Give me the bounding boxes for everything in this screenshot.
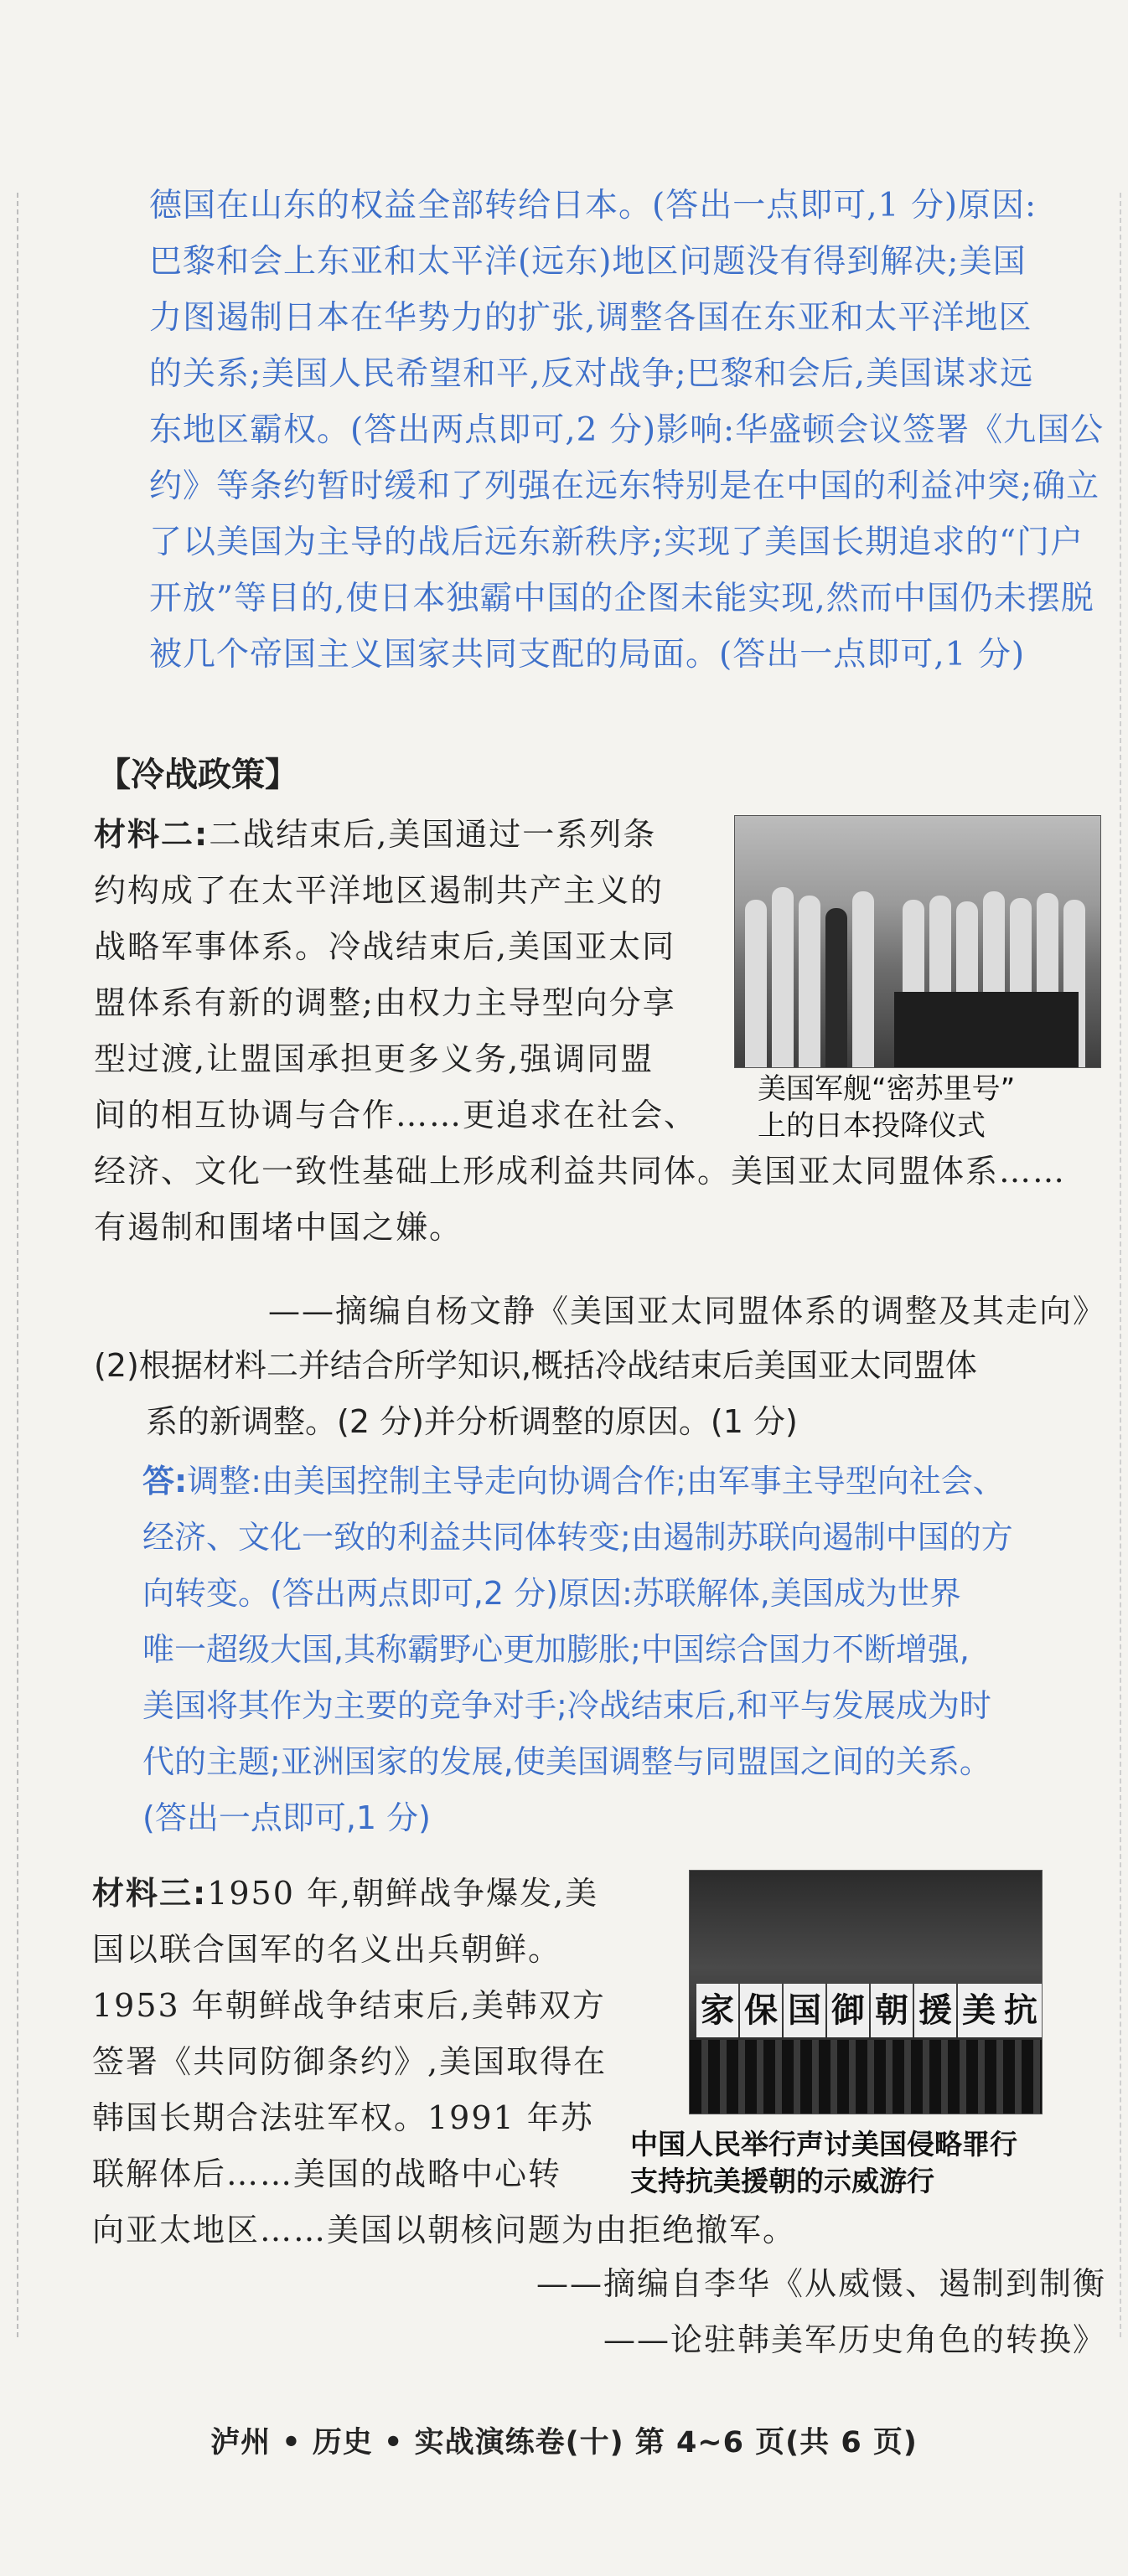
material2-source: ——摘编自杨文静《美国亚太同盟体系的调整及其走向》 — [267, 1293, 1106, 1329]
material3-line: 联解体后……美国的战略中心转 — [92, 2155, 562, 2192]
section-title: 【冷战政策】 — [97, 756, 298, 794]
material2-line: 型过渡,让盟国承担更多义务,强调同盟 — [94, 1040, 655, 1077]
answer2-line: (答出一点即可,1 分) — [142, 1799, 431, 1836]
material3-line: 1953 年朝鲜战争结束后,美韩双方 — [92, 1987, 606, 2024]
question-2 — [94, 1338, 1116, 1450]
material3-text: 1950 年,朝鲜战争爆发,美 — [207, 1875, 599, 1912]
answer2-line: 美国将其作为主要的竞争对手;冷战结束后,和平与发展成为时 — [142, 1687, 991, 1724]
banner-char: 家 — [696, 1984, 738, 2037]
banner-char: 御 — [827, 1984, 869, 2037]
answer2-lead: 答: — [142, 1463, 188, 1500]
material3-label: 材料三: — [92, 1875, 208, 1912]
material3-source-line: ——摘编自李华《从威慑、遏制到制衡 — [536, 2265, 1106, 2302]
answer2-line: 唯一超级大国,其称霸野心更加膨胀;中国综合国力不断增强, — [142, 1631, 970, 1668]
answer1-line: 开放”等目的,使日本独霸中国的企图未能实现,然而中国仍未摆脱 — [149, 580, 1094, 617]
material2-line: 有遏制和围堵中国之嫌。 — [94, 1209, 463, 1246]
material3-line: 向亚太地区……美国以朝核问题为由拒绝撤军。 — [92, 2212, 797, 2248]
material2-text: 二战结束后,美国通过一系列条 — [209, 816, 657, 853]
banner-char: 抗 — [1000, 1984, 1042, 2037]
material2-line: 战略军事体系。冷战结束后,美国亚太同 — [94, 928, 676, 965]
material2-line: 盟体系有新的调整;由权力主导型向分享 — [94, 984, 676, 1021]
material3-line: 国以联合国军的名义出兵朝鲜。 — [92, 1931, 562, 1968]
material3-line: 韩国长期合法驻军权。1991 年苏 — [92, 2099, 594, 2136]
answer1-line: 东地区霸权。(答出两点即可,2 分)影响:华盛顿会议签署《九国公 — [149, 411, 1105, 449]
banner-char: 国 — [784, 1984, 825, 2037]
answer1-line: 的关系;美国人民希望和平,反对战争;巴黎和会后,美国谋求远 — [149, 355, 1034, 393]
photo1-caption — [758, 1071, 1015, 1144]
answer1-line: 了以美国为主导的战后远东新秩序;实现了美国长期追求的“门户 — [149, 524, 1084, 561]
material2-line: 经济、文化一致性基础上形成利益共同体。美国亚太同盟体系…… — [94, 1153, 1067, 1190]
answer1-line: 力图遏制日本在华势力的扩张,调整各国在东亚和太平洋地区 — [149, 299, 1032, 337]
question2-line: (2)根据材料二并结合所学知识,概括冷战结束后美国亚太同盟体 — [94, 1347, 977, 1384]
question2-line: 系的新调整。(2 分)并分析调整的原因。(1 分) — [146, 1403, 798, 1440]
left-margin-dashed-line — [17, 193, 18, 2337]
material2-line: 约构成了在太平洋地区遏制共产主义的 — [94, 872, 665, 909]
banner-char: 援 — [914, 1984, 956, 2037]
answer1-line: 被几个帝国主义国家共同支配的局面。(答出一点即可,1 分) — [149, 636, 1026, 674]
photo1-caption-line: 上的日本投降仪式 — [758, 1109, 986, 1143]
banner-char: 保 — [740, 1984, 782, 2037]
answer2-line: 向转变。(答出两点即可,2 分)原因:苏联解体,美国成为世界 — [142, 1575, 961, 1612]
answer1-line: 巴黎和会上东亚和太平洋(远东)地区问题没有得到解决;美国 — [149, 243, 1027, 281]
answer2-first-line — [142, 1453, 1123, 1510]
answer1-line: 约》等条约暂时缓和了列强在远东特别是在中国的利益冲突;确立 — [149, 467, 1100, 505]
page-footer: 泸州 • 历史 • 实战演练卷(十) 第 4~6 页(共 6 页) — [210, 2426, 918, 2460]
banner-char: 美 — [958, 1984, 1000, 2037]
answer1-line: 德国在山东的权益全部转给日本。(答出一点即可,1 分)原因: — [149, 187, 1037, 225]
material2-line: 间的相互协调与合作……更追求在社会、 — [94, 1097, 698, 1133]
answer2-line: 代的主题;亚洲国家的发展,使美国调整与同盟国之间的关系。 — [142, 1743, 991, 1780]
photo1-caption-line: 美国军舰“密苏里号” — [758, 1072, 1016, 1106]
photo2-caption-line: 中国人民举行声讨美国侵略罪行 — [630, 2128, 1017, 2160]
photo2-caption-line: 支持抗美援朝的示威游行 — [630, 2165, 934, 2197]
material3-source-line: ——论驻韩美军历史角色的转换》 — [603, 2321, 1106, 2358]
answer2-line: 经济、文化一致的利益共同体转变;由遏制苏联向遏制中国的方 — [142, 1519, 1013, 1556]
missouri-surrender-photo — [734, 815, 1101, 1068]
banner-char: 朝 — [871, 1984, 913, 2037]
answer-part1 — [149, 178, 1105, 683]
material2-label: 材料二: — [94, 816, 210, 853]
korean-war-protest-photo — [689, 1870, 1043, 2114]
material3-source — [243, 2256, 1106, 2368]
answer-part2 — [142, 1453, 1123, 1846]
material3-line: 签署《共同防御条约》,美国取得在 — [92, 2043, 608, 2080]
photo2-caption — [630, 2126, 1017, 2200]
answer2-text: 调整:由美国控制主导走向协调合作;由军事主导型向社会、 — [187, 1463, 1005, 1500]
